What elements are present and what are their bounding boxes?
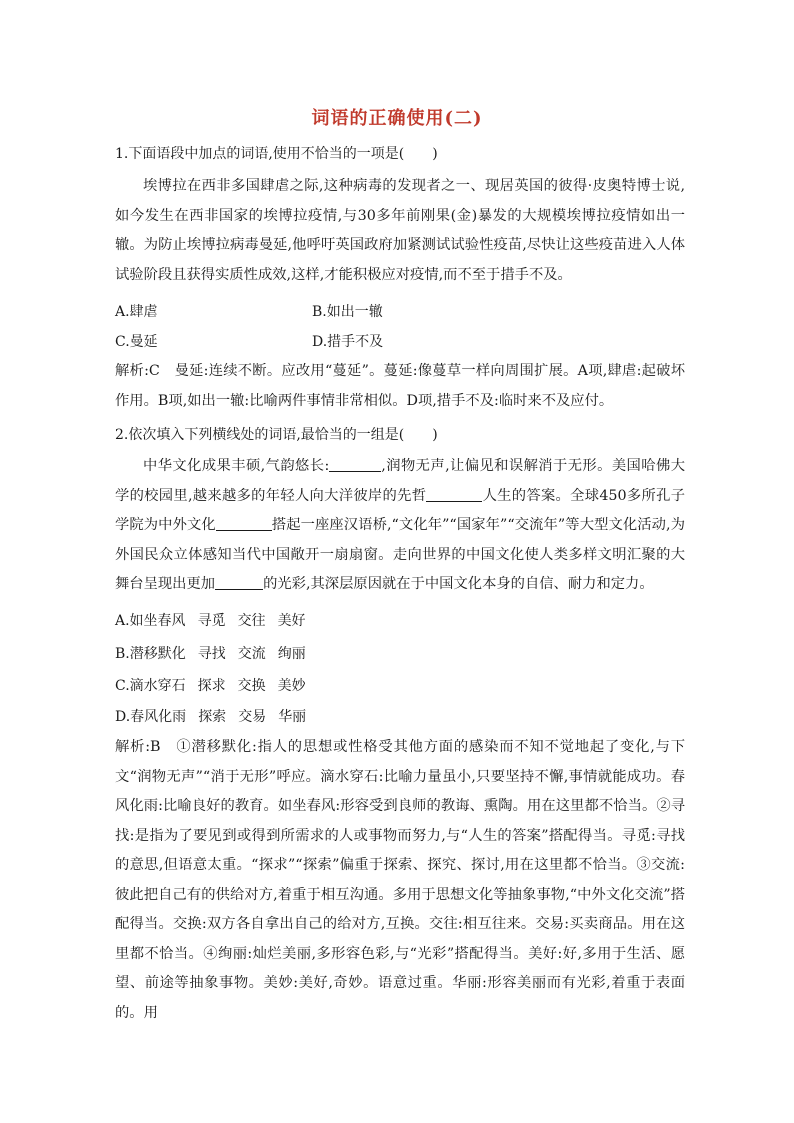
q2-option-d: D.春风化雨 探索 交易 华丽 xyxy=(115,709,307,725)
question-1-passage: 埃博拉在西非多国肆虐之际,这种病毒的发现者之一、现居英国的彼得·皮奥特博士说,如今发生在西非国家的埃博拉疫情,与30多年前刚果(金)暴发的大规模埃博拉疫情如出一辙。为防止埃博拉病毒曼延,他呼吁英国政府加紧测试试验性疫苗,尽快让这些疫苗进入人体试验阶段且获得实质性成效,这样,才能积极应对疫情,而不至于措手不及。 xyxy=(115,178,685,283)
passage-text: 中华文化成果丰硕,气韵悠长: xyxy=(143,458,330,474)
q1-option-a: A.肆虐 xyxy=(115,304,158,320)
blank-3 xyxy=(216,516,272,531)
question-1-analysis: 解析:C 曼延:连续不断。应改用“蔓延”。蔓延:像蔓草一样向周围扩展。A项,肆虐:起破坏作用。B项,如出一辙:比喻两件事情非常相似。D项,措手不及:临时来不及应付。 xyxy=(115,363,685,409)
q2-option-b: B.潜移默化 寻找 交流 绚丽 xyxy=(115,646,306,662)
passage-text: 人生的答案。全球450多所孔子学院为中外文化 xyxy=(115,487,685,533)
blank-1 xyxy=(329,457,381,472)
q2-option-c: C.滴水穿石 探求 交换 美妙 xyxy=(115,678,306,694)
question-2-analysis: 解析:B ①潜移默化:指人的思想或性格受其他方面的感染而不知不觉地起了变化,与下文“润物无声”“消于无形”呼应。滴水穿石:比喻力量虽小,只要坚持不懈,事情就能成功。春风化雨:比喻良好的教育。如坐春风:形容受到良师的教诲、熏陶。用在这里都不恰当。②寻找:是指为了要见到或得到所需求的人或事物而努力,与“人生的答案”搭配得当。寻觅:寻找的意思,但语意太重。“探求”“探索”偏重于探索、探究、探讨,用在这里都不恰当。③交流:彼此把自己有的供给对方,着重于相互沟通。多用于思想文化等抽象事物,“中外文化交流”搭配得当。交换:双方各自拿出自己的给对方,互换。交往:相互往来。交易:买卖商品。用在这里都不恰当。④绚丽:灿烂美丽,多形容色彩,与“光彩”搭配得当。美好:好,多用于生活、愿望、前途等抽象事物。美妙:美好,奇妙。语意过重。华丽:形容美丽而有光彩,着重于表面的。用 xyxy=(115,739,685,1021)
q1-option-c: C.曼延 xyxy=(115,334,158,350)
question-2-stem: 2.依次填入下列横线处的词语,最恰当的一组是( ) xyxy=(115,427,438,443)
question-2-passage xyxy=(115,452,685,600)
blank-4 xyxy=(215,575,263,590)
passage-text: 搭起一座座汉语桥,“文化年”“国家年”“交流年”等大型文化活动,为外国民众立体感知当代中国敞开一扇扇窗。走向世界的中国文化使人类多样文明汇聚的大舞台呈现出更加 xyxy=(115,517,685,592)
blank-2 xyxy=(426,487,482,502)
q1-option-d: D.措手不及 xyxy=(312,334,384,350)
question-1-stem: 1.下面语段中加点的词语,使用不恰当的一项是( ) xyxy=(115,146,438,162)
passage-text: 的光彩,其深层原因就在于中国文化本身的自信、耐力和定力。 xyxy=(263,576,654,592)
passage-text: ,润物无声,让偏见和误解消于无形。美国哈佛大学的校园里,越来越多的年轻人向大洋彼岸的先哲 xyxy=(115,458,685,504)
q1-option-b: B.如出一辙 xyxy=(312,304,383,320)
page-title: 词语的正确使用(二) xyxy=(311,108,483,129)
q2-option-a: A.如坐春风 寻觅 交往 美好 xyxy=(115,613,306,629)
